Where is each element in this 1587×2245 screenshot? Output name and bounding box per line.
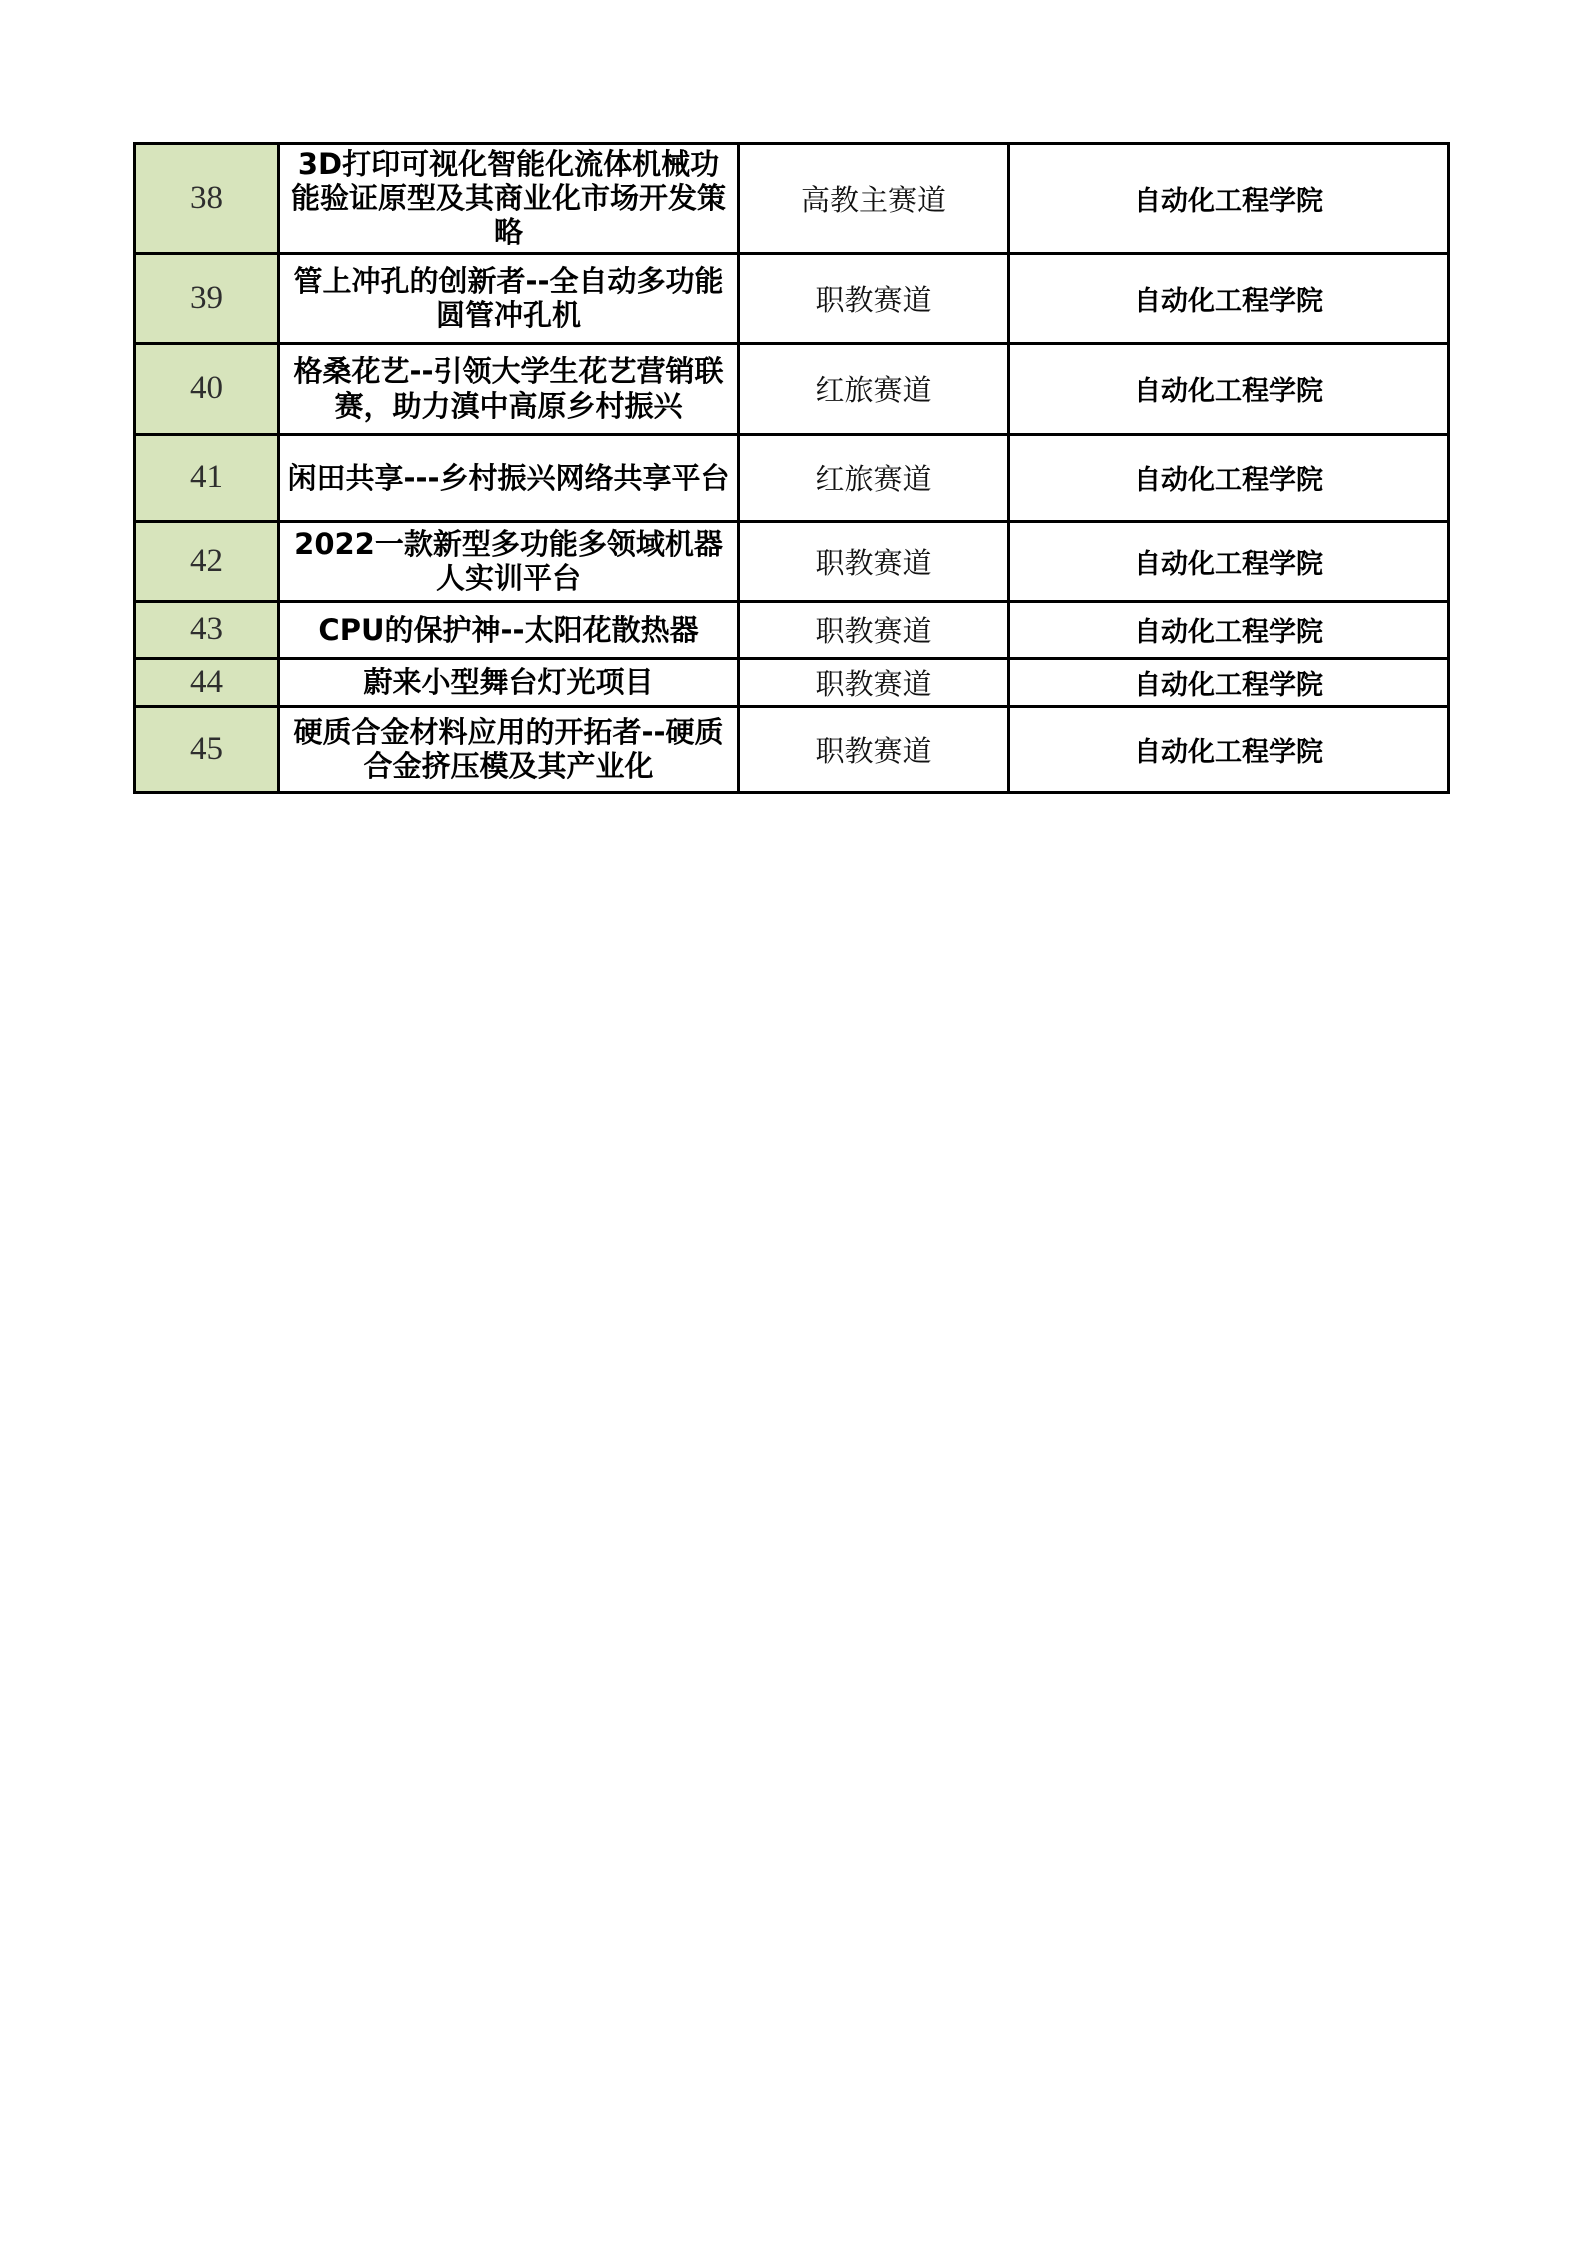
track-cell: 红旅赛道 xyxy=(739,434,1009,521)
college-cell: 自动化工程学院 xyxy=(1009,706,1449,792)
college-cell: 自动化工程学院 xyxy=(1009,601,1449,658)
project-name-cell: 硬质合金材料应用的开拓者--硬质合金挤压模及其产业化 xyxy=(279,706,739,792)
college-cell: 自动化工程学院 xyxy=(1009,521,1449,601)
project-name-cell: 管上冲孔的创新者--全自动多功能圆管冲孔机 xyxy=(279,253,739,343)
table-row xyxy=(135,253,1449,343)
project-name-cell: 闲田共享---乡村振兴网络共享平台 xyxy=(279,434,739,521)
project-name-cell: CPU的保护神--太阳花散热器 xyxy=(279,601,739,658)
row-number-cell: 45 xyxy=(135,706,279,792)
college-cell: 自动化工程学院 xyxy=(1009,144,1449,254)
track-cell: 职教赛道 xyxy=(739,601,1009,658)
row-number-cell: 43 xyxy=(135,601,279,658)
project-name-cell: 蔚来小型舞台灯光项目 xyxy=(279,658,739,706)
row-number-cell: 41 xyxy=(135,434,279,521)
college-cell: 自动化工程学院 xyxy=(1009,343,1449,434)
track-cell: 职教赛道 xyxy=(739,521,1009,601)
row-number-cell: 42 xyxy=(135,521,279,601)
table-row xyxy=(135,434,1449,521)
project-name-cell: 格桑花艺--引领大学生花艺营销联赛，助力滇中高原乡村振兴 xyxy=(279,343,739,434)
table-row xyxy=(135,601,1449,658)
row-number-cell: 39 xyxy=(135,253,279,343)
table-row xyxy=(135,658,1449,706)
track-cell: 高教主赛道 xyxy=(739,144,1009,254)
table-row xyxy=(135,343,1449,434)
row-number-cell: 40 xyxy=(135,343,279,434)
track-cell: 职教赛道 xyxy=(739,658,1009,706)
college-cell: 自动化工程学院 xyxy=(1009,658,1449,706)
row-number-cell: 38 xyxy=(135,144,279,254)
project-name-cell: 2022一款新型多功能多领域机器人实训平台 xyxy=(279,521,739,601)
project-list-table xyxy=(133,142,1450,794)
track-cell: 红旅赛道 xyxy=(739,343,1009,434)
table-row xyxy=(135,144,1449,254)
row-number-cell: 44 xyxy=(135,658,279,706)
project-name-cell: 3D打印可视化智能化流体机械功能验证原型及其商业化市场开发策略 xyxy=(279,144,739,254)
track-cell: 职教赛道 xyxy=(739,253,1009,343)
college-cell: 自动化工程学院 xyxy=(1009,253,1449,343)
table-row xyxy=(135,521,1449,601)
table-row xyxy=(135,706,1449,792)
college-cell: 自动化工程学院 xyxy=(1009,434,1449,521)
track-cell: 职教赛道 xyxy=(739,706,1009,792)
